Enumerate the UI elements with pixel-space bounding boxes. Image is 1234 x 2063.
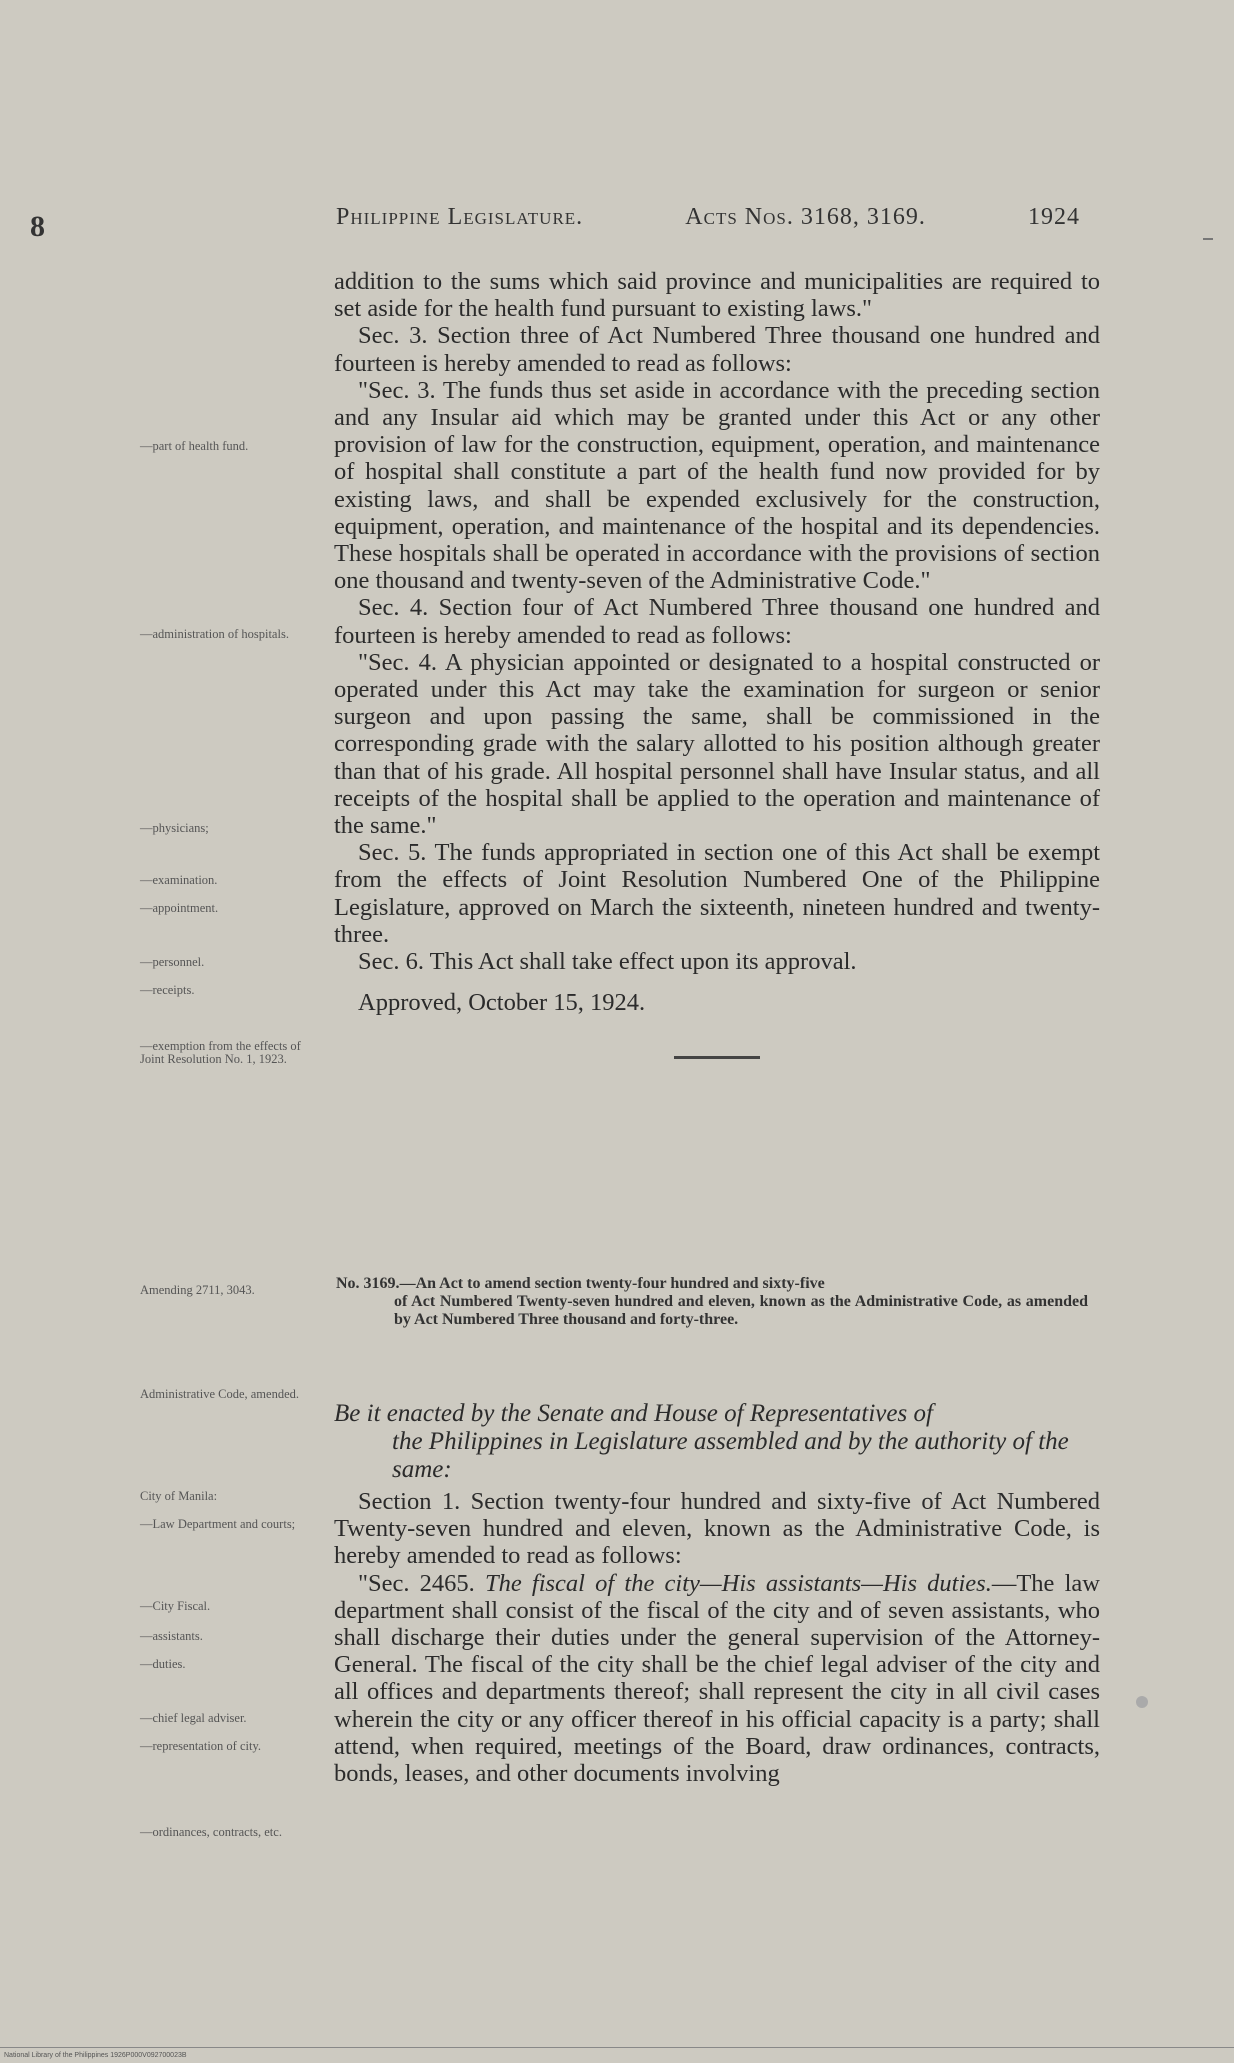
header-acts: Acts Nos. 3168, 3169. [685,204,926,230]
margin-note: —duties. [140,1657,186,1671]
act-title-first: —An Act to amend section twenty-four hundred and sixty-five [399,1275,825,1292]
header-title: Philippine Legislature. [336,204,584,230]
margin-note: —part of health fund. [140,439,249,453]
margin-note: —physicians; [140,821,209,835]
margin-note: —exemption from the effects of Joint Resolution No. 1, 1923. [140,1039,301,1066]
running-header [336,204,1080,231]
paragraph [334,1570,1100,1788]
scan-mark [1203,238,1213,240]
approval-date: Approved, October 15, 1924. [358,989,646,1017]
page-number: 8 [30,210,45,243]
scan-mark [1136,1696,1148,1708]
act-title-rest: of Act Numbered Twenty-seven hundred and eleven, known as the Administrative Code, as amended by Act Numbered Three thousand and forty-three. [394,1293,1088,1328]
paragraph: "Sec. 3. The funds thus set aside in accordance with the preceding section and any Insular aid which may be granted under this Act or any other provision of law for the construction, equipment, operation, and maintenance of hospital shall constitute a part of the health fund now provided for by existing laws, and shall be expended exclusively for the construction, equipment, operation, and maintenance of the hospital and its dependencies. These hospitals shall be operated in accordance with the provisions of section one thousand and twenty-seven of the Administrative Code." [334,376,1100,595]
section-label: "Sec. 2465. [358,1569,485,1597]
paragraph: Sec. 5. The funds appropriated in section one of this Act shall be exempt from the effects of Joint Resolution Numbered One of the Philippine Legislature, approved on March the sixteenth, nineteen hundred and twenty-three. [334,839,1100,948]
margin-note: —examination. [140,873,218,887]
act-3169-title [336,1275,1088,1329]
margin-note: —receipts. [140,983,195,997]
margin-note: —assistants. [140,1629,203,1643]
paragraph: Sec. 4. Section four of Act Numbered Three thousand one hundred and fourteen is hereby amended to read as follows: [334,594,1100,649]
enacting-clause [334,1400,1094,1484]
margin-note: Administrative Code, amended. [140,1387,299,1401]
header-year: 1924 [1028,204,1080,230]
paragraph: addition to the sums which said province and municipalities are required to set aside for the health fund pursuant to existing laws." [334,268,1100,323]
paragraph: Section 1. Section twenty-four hundred and sixty-five of Act Numbered Twenty-seven hundred and eleven, known as the Administrative Code, is hereby amended to read as follows: [334,1488,1100,1570]
section-heading: The fiscal of the city—His assistants—His duties. [484,1569,992,1597]
paragraph: "Sec. 4. A physician appointed or designated to a hospital constructed or operated under this Act may take the examination for surgeon or senior surgeon and upon passing the same, shall be commissioned in the corresponding grade with the salary allotted to his position although greater than that of his grade. All hospital personnel shall have Insular status, and all receipts of the hospital shall be applied to the operation and maintenance of the same." [334,648,1100,840]
footer-rule [0,2047,1234,2048]
section-text: —The law department shall consist of the fiscal of the city and of seven assistants, who shall discharge their duties under the general supervision of the Attorney-General. The fiscal of the city shall be the chief legal adviser of the city and all offices and departments thereof; shall represent the city in all civil cases wherein the city or any officer thereof in his official capacity is a party; shall attend, when required, meetings of the Board, draw ordinances, contracts, bonds, leases, and other documents involving [334,1569,1100,1788]
separator-rule [674,1056,760,1059]
margin-note: —Law Department and courts; [140,1517,296,1531]
margin-note: —ordinances, contracts, etc. [140,1825,282,1839]
paragraph: Sec. 3. Section three of Act Numbered Three thousand one hundred and fourteen is hereby amended to read as follows: [334,322,1100,377]
act-number: No. 3169. [336,1275,400,1292]
footer-credit: National Library of the Philippines 1926P000V092700023B [4,2052,187,2059]
margin-note: —chief legal adviser. [140,1711,247,1725]
margin-note: City of Manila: [140,1489,218,1503]
margin-note: Amending 2711, 3043. [140,1283,255,1297]
margin-note: —administration of hospitals. [140,627,289,641]
act-3169-text [334,1488,1100,1787]
paragraph: Sec. 6. This Act shall take effect upon its approval. [358,948,857,976]
margin-note: —City Fiscal. [140,1599,211,1613]
margin-note: —personnel. [140,955,205,969]
margin-note: —appointment. [140,901,219,915]
act-3168-text [334,268,1100,1059]
margin-note: —representation of city. [140,1739,262,1753]
enact-first: Be it enacted by the Senate and House of Representatives of [334,1400,933,1427]
enact-rest: the Philippines in Legislature assembled and by the authority of the same: [392,1428,1069,1483]
